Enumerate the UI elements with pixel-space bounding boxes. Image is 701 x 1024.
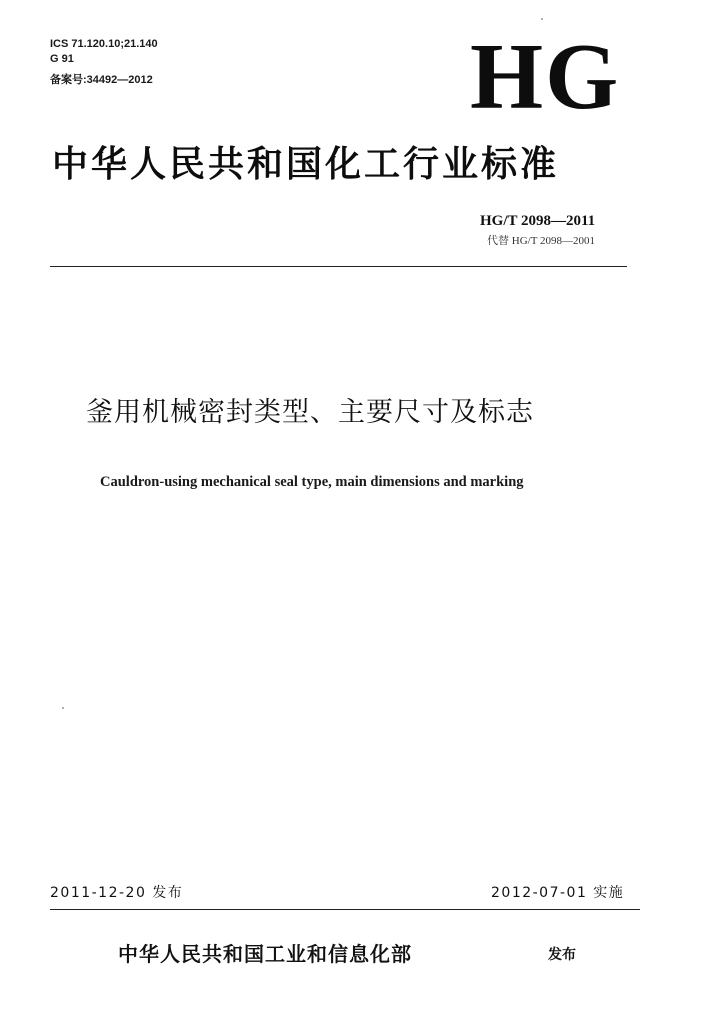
bottom-divider: [50, 909, 640, 910]
issuer-action: 发布: [548, 947, 576, 963]
replaces-standard: 代替 HG/T 2098—2001: [487, 235, 595, 247]
implementation-date: 2012-07-01 实施: [491, 885, 625, 901]
scan-speck: [541, 18, 543, 20]
document-title-english: Cauldron-using mechanical seal type, main dimensions and marking: [100, 474, 524, 490]
issuing-authority: 中华人民共和国工业和信息化部: [118, 942, 412, 966]
standard-category-title: 中华人民共和国化工行业标准: [52, 143, 560, 185]
scan-speck: [62, 707, 64, 709]
ccs-code: G 91: [50, 53, 74, 65]
top-divider: [50, 266, 627, 267]
filing-number: 备案号:34492—2012: [50, 74, 153, 86]
issue-date: 2011-12-20 发布: [50, 885, 184, 901]
standard-number: HG/T 2098—2011: [480, 213, 596, 229]
ics-code: ICS 71.120.10;21.140: [50, 38, 158, 50]
document-title-chinese: 釜用机械密封类型、主要尺寸及标志: [86, 397, 534, 428]
hg-logo: HG: [470, 25, 621, 129]
